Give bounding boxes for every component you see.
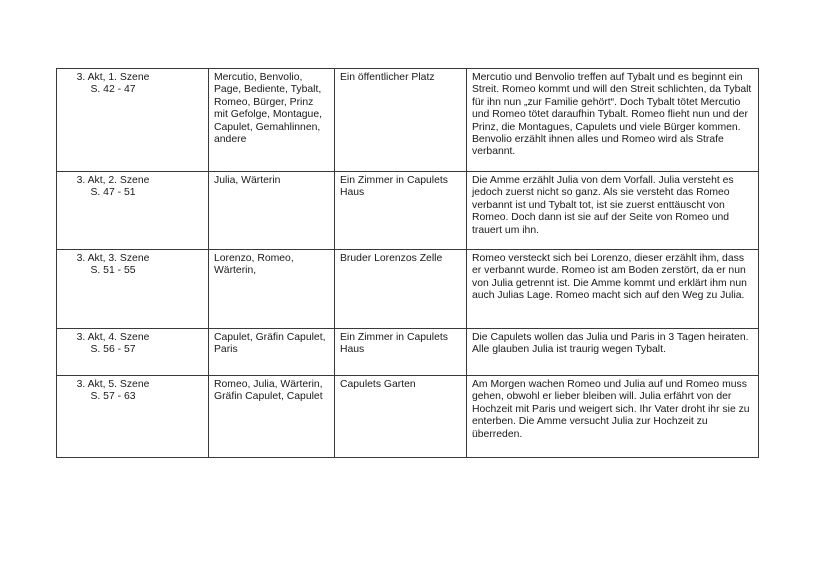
scene-label: 3. Akt, 5. Szene [76, 379, 150, 390]
scene-label: 3. Akt, 3. Szene [76, 253, 150, 264]
location-cell: Bruder Lorenzos Zelle [335, 250, 467, 329]
table-row [57, 172, 759, 250]
scene-cell [57, 69, 209, 172]
page-range: S. 56 - 57 [90, 344, 136, 356]
scene-cell [57, 172, 209, 250]
table-row [57, 250, 759, 329]
page-range: S. 42 - 47 [90, 84, 136, 96]
table-row [57, 329, 759, 376]
table-row [57, 69, 759, 172]
table-row [57, 376, 759, 458]
summary-cell: Die Amme erzählt Julia von dem Vorfall. Julia versteht es jedoch zuerst nicht so ganz. Als sie versteht das Romeo verbannt ist und Tybalt tot, ist sie zuerst enttäuscht von Romeo. Doch dann ist sie auf der Seite von Romeo und trauert um ihn. [467, 172, 759, 250]
scene-cell [57, 329, 209, 376]
characters-cell: Romeo, Julia, Wärterin, Gräfin Capulet, Capulet [209, 376, 335, 458]
characters-cell: Capulet, Gräfin Capulet, Paris [209, 329, 335, 376]
location-cell: Capulets Garten [335, 376, 467, 458]
summary-cell: Am Morgen wachen Romeo und Julia auf und Romeo muss gehen, obwohl er lieber bleiben will. Julia erfährt von der Hochzeit mit Paris und weigert sich. Ihr Vater droht ihr sie zu enterben. Die Amme versucht Julia zur Hochzeit zu überreden. [467, 376, 759, 458]
summary-cell: Mercutio und Benvolio treffen auf Tybalt und es beginnt ein Streit. Romeo kommt und will den Streit schlichten, da Tybalt für ihn nun „zur Familie gehört“. Doch Tybalt tötet Mercutio und Romeo tötet daraufhin Tybalt. Romeo flieht nun und der Prinz, die Montagues, Capulets und viele Bürger kommen. Benvolio erzählt ihnen alles und Romeo wird als Strafe verbannt. [467, 69, 759, 172]
scene-label: 3. Akt, 4. Szene [76, 332, 150, 343]
location-cell: Ein Zimmer in Capulets Haus [335, 329, 467, 376]
scene-label: 3. Akt, 1. Szene [76, 72, 150, 83]
characters-cell: Julia, Wärterin [209, 172, 335, 250]
page-range: S. 57 - 63 [90, 391, 136, 403]
scene-overview-table [56, 68, 759, 458]
summary-cell: Romeo versteckt sich bei Lorenzo, dieser erzählt ihm, dass er verbannt wurde. Romeo ist am Boden zerstört, da er nun von Julia getrennt ist. Die Amme kommt und erklärt ihm nun auch Julias Lage. Romeo macht sich auf den Weg zu Julia. [467, 250, 759, 329]
characters-cell: Lorenzo, Romeo, Wärterin, [209, 250, 335, 329]
location-cell: Ein Zimmer in Capulets Haus [335, 172, 467, 250]
scene-cell [57, 376, 209, 458]
scene-cell [57, 250, 209, 329]
summary-cell: Die Capulets wollen das Julia und Paris in 3 Tagen heiraten. Alle glauben Julia ist traurig wegen Tybalt. [467, 329, 759, 376]
page-range: S. 47 - 51 [90, 187, 136, 199]
characters-cell: Mercutio, Benvolio, Page, Bediente, Tybalt, Romeo, Bürger, Prinz mit Gefolge, Montague, Capulet, Gemahlinnen, andere [209, 69, 335, 172]
page-range: S. 51 - 55 [90, 265, 136, 277]
scene-label: 3. Akt, 2. Szene [76, 175, 150, 186]
location-cell: Ein öffentlicher Platz [335, 69, 467, 172]
